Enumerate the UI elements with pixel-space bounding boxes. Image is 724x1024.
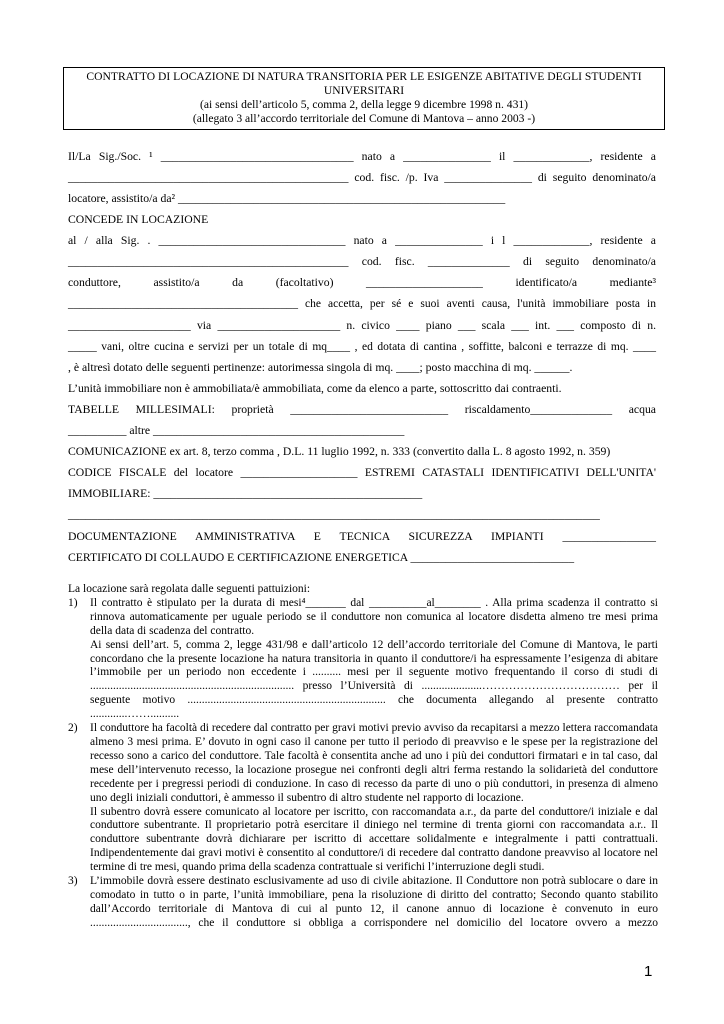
clause-body — [90, 722, 658, 875]
form-line-4: CONCEDE IN LOCAZIONE — [68, 213, 209, 226]
clause-number: 3) — [68, 875, 78, 888]
form-line-6: ________________________________________________ cod. fisc. ______________ di seguito denominato/a — [68, 255, 656, 268]
form-line-5: al / alla Sig. . ________________________________ nato a _______________ i l _____________, residente a — [68, 234, 656, 247]
form-line-19: DOCUMENTAZIONE AMMINISTRATIVA E TECNICA SICUREZZA IMPIANTI ________________ — [68, 530, 656, 543]
form-line-8: ________________________________________ che accetta, per sé e suoi aventi causa, l'unità immobiliare posta in — [68, 298, 656, 310]
clause-paragraph: Il conduttore ha facoltà di recedere dal contratto per gravi motivi previo avviso da recapitarsi a mezzo lettera raccomandata almeno 3 mesi prima. E’ dovuto in ogni caso il canone per tutto il periodo di preavviso e le spese per la registrazione del recesso sono a carico del conduttore. Tale facoltà è consentita anche ad uno i più dei conduttori firmatari e in tal caso, dal mese dell’intervenuto recesso, la locazione prosegue nei confronti degli altri ferma restando la solidarietà del conduttore recedente per i pregressi periodi di conduzione. In caso di recesso da parte di uno o più conduttori, in presenza di almeno uno degli iniziali conduttori, è ammesso il subentro di altro studente nel rapporto di locazione. — [90, 722, 658, 804]
clauses-intro: La locazione sarà regolata dalle seguenti pattuizioni: — [68, 583, 311, 595]
clause-item — [68, 597, 658, 722]
clause-paragraph: Il subentro dovrà essere comunicato al locatore per iscritto, con raccomandata a.r., da parte del conduttore/i iniziale e dal conduttore subentrante. Il proprietario potrà esercitare il diniego nel termine di trenta giorni con raccomandata a.r.. Il conduttore subentrante dovrà dichiarare per iscritto di accettare solidalmente e integralmente i patti contrattuali. Indipendentemente dai gravi motivi è consentito al conduttore/i di recedere dal contratto dandone preavviso al locatore nel termine di tre mesi, quando prima della scadenza contrattuale si verifichi l’interruzione degli studi. — [90, 805, 658, 874]
title-line-2: UNIVERSITARI — [323, 84, 405, 97]
form-line-12: L’unità immobiliare non è ammobiliata/è ammobiliata, come da elenco a parte, sottoscritto dai contraenti. — [68, 382, 562, 395]
form-line-13: TABELLE MILLESIMALI: proprietà ___________________________ riscaldamento______________ acqua — [68, 403, 656, 416]
form-line-16: CODICE FISCALE del locatore ____________________ ESTREMI CATASTALI IDENTIFICATIVI DELL'UNITA' — [68, 466, 656, 479]
form-line-15: COMUNICAZIONE ex art. 8, terzo comma , D.L. 11 luglio 1992, n. 333 (convertito dalla L. 8 agosto 1992, n. 359) — [68, 445, 611, 458]
form-line-20: CERTIFICATO DI COLLAUDO E CERTIFICAZIONE ENERGETICA ____________________________ — [68, 551, 575, 564]
form-line-2: ________________________________________________ cod. fisc. /p. Iva _______________ di seguito denominato/a — [68, 171, 656, 184]
clause-body — [90, 875, 658, 931]
title-line-1: CONTRATTO DI LOCAZIONE DI NATURA TRANSITORIA PER LE ESIGENZE ABITATIVE DEGLI STUDENTI — [86, 70, 642, 83]
form-line-14: __________ altre ___________________________________________ — [68, 424, 405, 437]
clause-number: 1) — [68, 596, 78, 609]
form-line-1: Il/La Sig./Soc. ¹ _________________________________ nato a _______________ il _____________, residente a — [68, 150, 656, 163]
form-line-7: conduttore, assistito/a da (facoltativo) ____________________ identificato/a mediante³ — [68, 276, 656, 289]
contract-title-box — [63, 67, 665, 130]
form-line-17: IMMOBILIARE: ______________________________________________ — [68, 487, 423, 500]
clause-paragraph: L’immobile dovrà essere destinato esclusivamente ad uso di civile abitazione. Il Conduttore non potrà sublocare o dare in comodato in tutto o in parte, l’unità immobiliare, pena la risoluzione di diritto del contratto; Secondo quanto stabilito dall’Accordo territoriale di Mantova di cui al punto 12, il canone annuo di locazione è convenuto in euro .................................., che il conduttore si obbliga a corrispondere nel domicilio del locatore ovvero a mezzo — [90, 875, 658, 929]
clause-body — [90, 597, 658, 722]
form-line-18: ___________________________________________________________________________________________ — [68, 508, 600, 521]
clauses-section — [68, 583, 658, 931]
clause-item — [68, 875, 658, 931]
clause-item — [68, 722, 658, 875]
title-line-4: (allegato 3 all’accordo territoriale del Comune di Mantova – anno 2003 -) — [192, 112, 536, 125]
form-line-9: _____________________ via _____________________ n. civico ____ piano ___ scala ___ int. ___ composto di n. — [68, 319, 656, 332]
clause-paragraph: Il contratto è stipulato per la durata di mesi⁴_______ dal __________al________ . Alla prima scadenza il contratto si rinnova automaticamente per uguale periodo se il conduttore non comunica al locatore disdetta almeno tre mesi prima della data di scadenza del contratto. — [90, 596, 658, 637]
form-line-3: locatore, assistito/a da² ________________________________________________________ — [68, 192, 506, 205]
title-line-3: (ai sensi dell’articolo 5, comma 2, della legge 9 dicembre 1998 n. 431) — [199, 98, 529, 111]
page-number: 1 — [644, 963, 653, 980]
clause-number: 2) — [68, 722, 78, 735]
clause-paragraph: Ai sensi dell’art. 5, comma 2, legge 431/98 e dall’articolo 12 dell’accordo territoriale del Comune di Mantova, le parti concordano che la presente locazione ha natura transitoria in quanto il conduttore/i ha espressamente l’esigenza di abitare l’immobile per un periodo non eccedente i .......... mesi per il seguente motivo frequentando il corso di studi di ....................................................................... presso l’Università di .....................……………………………… per il seguente motivo ..................................................................... che documenta allegando al presente contratto .............…….......... — [90, 638, 658, 721]
form-line-10: _____ vani, oltre cucina e servizi per un totale di mq____ , ed dotata di cantina , soffitte, balconi e terrazze di mq. ____ — [68, 341, 656, 353]
form-line-11: , è altresì dotato delle seguenti pertinenze: autorimessa singola di mq. ____; posto macchina di mq. ______. — [68, 361, 573, 374]
